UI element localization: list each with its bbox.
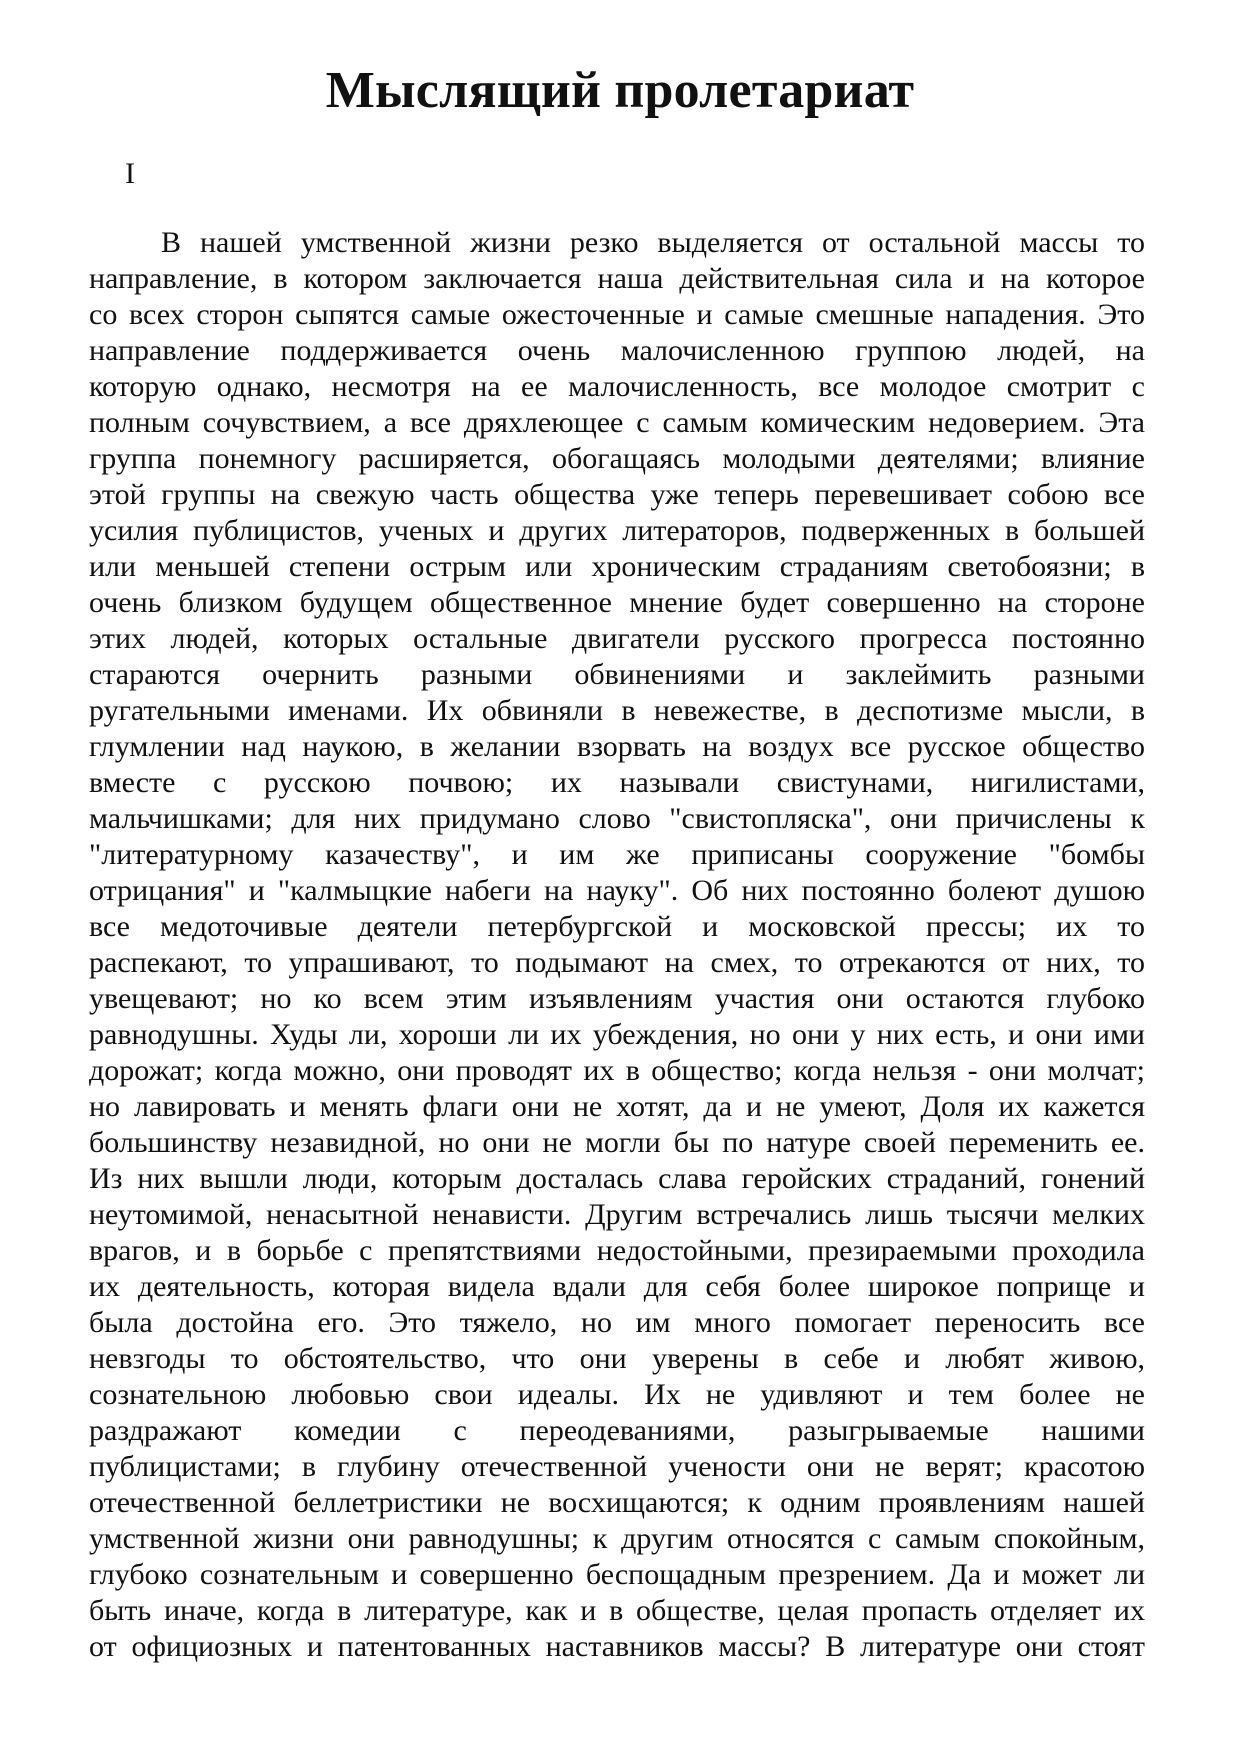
text-line: отечественной беллетристики не восхищаются; к одним проявлениям нашей: [89, 1486, 1145, 1519]
text-line: направление, в котором заключается наша действительная сила и на которое: [89, 262, 1145, 295]
text-line: направление поддерживается очень малочисленною группою людей, на: [89, 334, 1145, 367]
text-line: от официозных и патентованных наставников массы? В литературе они стоят: [89, 1630, 1145, 1663]
text-line: неутомимой, ненасытной ненависти. Другим встречались лишь тысячи мелких: [89, 1198, 1145, 1231]
text-line: или меньшей степени острым или хроническим страданиям светобоязни; в: [89, 550, 1145, 583]
text-line: но лавировать и менять флаги они не хотят, да и не умеют, Доля их кажется: [89, 1090, 1145, 1123]
text-line: стараются очернить разными обвинениями и заклеймить разными: [89, 658, 1145, 691]
text-line: полным сочувствием, а все дряхлеющее с самым комическим недоверием. Эта: [89, 406, 1145, 439]
text-line: очень близком будущем общественное мнение будет совершенно на стороне: [89, 586, 1145, 619]
text-line: дорожат; когда можно, они проводят их в общество; когда нельзя - они молчат;: [89, 1054, 1145, 1087]
text-line: ругательными именами. Их обвиняли в невежестве, в деспотизме мысли, в: [89, 694, 1145, 727]
text-line: врагов, и в борьбе с препятствиями недостойными, презираемыми проходила: [89, 1234, 1145, 1267]
text-line: мальчишками; для них придумано слово "свистопляска", они причислены к: [89, 802, 1145, 835]
text-line: быть иначе, когда в литературе, как и в обществе, целая пропасть отделяет их: [89, 1594, 1145, 1627]
body-paragraph: [89, 225, 1145, 1665]
text-line: отрицания" и "калмыцкие набеги на науку". Об них постоянно болеют душою: [89, 874, 1145, 907]
text-line: их деятельность, которая видела вдали для себя более широкое поприще и: [89, 1270, 1145, 1303]
text-line: распекают, то упрашивают, то подымают на смех, то отрекаются от них, то: [89, 946, 1145, 979]
text-line: умственной жизни они равнодушны; к другим относятся с самым спокойным,: [89, 1522, 1145, 1555]
text-line: усилия публицистов, ученых и других литераторов, подверженных в большей: [89, 514, 1145, 547]
text-line: со всех сторон сыпятся самые ожесточенные и самые смешные нападения. Это: [89, 298, 1145, 331]
text-line: раздражают комедии с переодеваниями, разыгрываемые нашими: [89, 1414, 1145, 1447]
text-line: была достойна его. Это тяжело, но им много помогает переносить все: [89, 1306, 1145, 1339]
text-line: Из них вышли люди, которым досталась слава геройских страданий, гонений: [89, 1162, 1145, 1195]
text-line: "литературному казачеству", и им же приписаны сооружение "бомбы: [89, 838, 1145, 871]
document-title: Мыслящий пролетариат: [325, 62, 915, 119]
text-line: группа понемногу расширяется, обогащаясь молодыми деятелями; влияние: [89, 442, 1145, 475]
text-line: этой группы на свежую часть общества уже теперь перевешивает собою все: [89, 478, 1145, 511]
text-line: В нашей умственной жизни резко выделяется от остальной массы то: [161, 226, 1145, 259]
text-line: этих людей, которых остальные двигатели русского прогресса постоянно: [89, 622, 1145, 655]
text-line: глубоко сознательным и совершенно беспощадным презрением. Да и может ли: [89, 1558, 1145, 1591]
text-line: равнодушны. Худы ли, хороши ли их убеждения, но они у них есть, и они ими: [89, 1018, 1145, 1051]
text-line: все медоточивые деятели петербургской и московской прессы; их то: [89, 910, 1145, 943]
text-line: большинству незавидной, но они не могли бы по натуре своей переменить ее.: [89, 1126, 1145, 1159]
text-line: глумлении над наукою, в желании взорвать на воздух все русское общество: [89, 730, 1145, 763]
text-line: сознательною любовью свои идеалы. Их не удивляют и тем более не: [89, 1378, 1145, 1411]
text-line: которую однако, несмотря на ее малочисленность, все молодое смотрит с: [89, 370, 1145, 403]
text-line: вместе с русскою почвою; их называли свистунами, нигилистами,: [89, 766, 1145, 799]
chapter-number: I: [125, 157, 135, 190]
text-line: публицистами; в глубину отечественной учености они не верят; красотою: [89, 1450, 1145, 1483]
text-line: увещевают; но ко всем этим изъявлениям участия они остаются глубоко: [89, 982, 1145, 1015]
text-line: невзгоды то обстоятельство, что они уверены в себе и любят живою,: [89, 1342, 1145, 1375]
